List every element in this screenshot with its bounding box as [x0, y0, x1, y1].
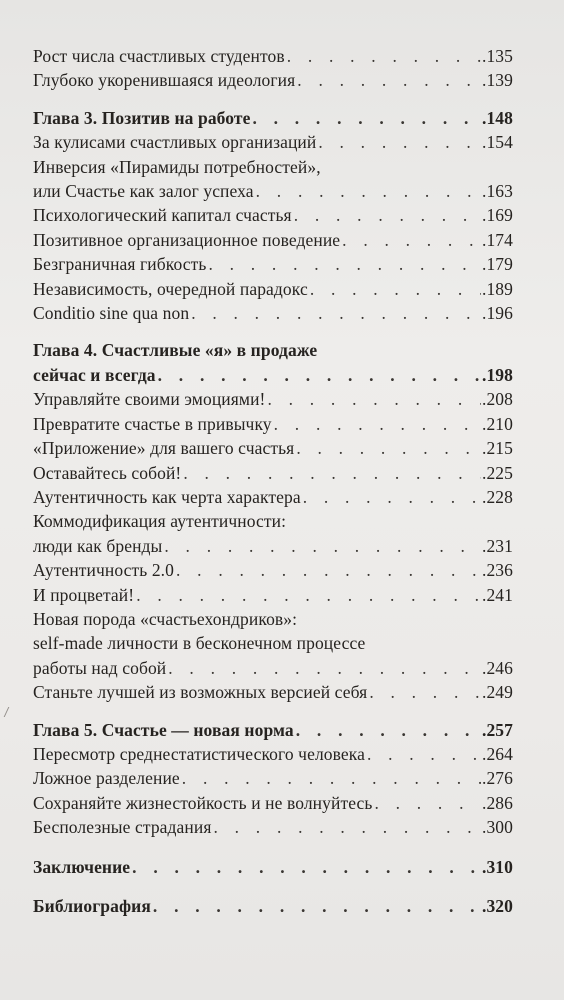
leader-dots [176, 558, 481, 582]
toc-chapter-entry [33, 338, 513, 387]
toc-entry [33, 44, 513, 68]
leader-dots [208, 252, 481, 276]
toc-page-number: .139 [481, 70, 513, 91]
toc-entry [33, 485, 513, 509]
toc-entry [33, 412, 513, 436]
toc-page-number: .310 [481, 856, 513, 877]
leader-dots [168, 656, 481, 680]
toc-entry [33, 203, 513, 227]
toc-entry-title: «Приложение» для вашего счастья [33, 438, 295, 459]
toc-chapter-entry [33, 106, 513, 130]
toc-entry [33, 791, 513, 815]
toc-entry-title: Бесполезные страдания [33, 817, 212, 838]
leader-dots [214, 815, 481, 839]
toc-page-number: .264 [481, 743, 513, 764]
toc-entry-title: работы над собой [33, 657, 167, 678]
leader-dots [191, 301, 481, 325]
toc-page-number: .169 [481, 205, 513, 226]
toc-page-number: .215 [481, 438, 513, 459]
leader-dots [310, 277, 481, 301]
toc-chapter-title: сейчас и всегда [33, 364, 156, 385]
margin-pencil-mark [4, 707, 15, 717]
toc-entry [33, 277, 513, 301]
leader-dots [132, 855, 481, 879]
leader-dots [342, 228, 481, 252]
toc-chapter-entry [33, 718, 513, 742]
toc-entry [33, 558, 513, 582]
toc-entry [33, 130, 513, 154]
toc-entry-title: Рост числа счастливых студентов [33, 46, 285, 66]
toc-entry-title: Независимость, очередной парадокс [33, 278, 308, 299]
toc-page-number: .135 [481, 46, 513, 66]
leader-dots [182, 766, 481, 790]
toc-entry-title: И процветай! [33, 584, 135, 605]
toc-entry [33, 68, 513, 92]
leader-dots [294, 203, 481, 227]
toc-page-number: .257 [481, 719, 513, 740]
toc-page-number: .236 [481, 560, 513, 581]
toc-entry [33, 387, 513, 411]
table-of-contents [33, 44, 513, 918]
toc-entry-title-line2: self-made личности в бесконечном процессе [33, 633, 366, 654]
toc-page-number: .163 [481, 181, 513, 202]
toc-page-number: .198 [481, 364, 513, 385]
toc-page-number: .249 [481, 682, 513, 703]
toc-entry [33, 461, 513, 485]
leader-dots [267, 387, 480, 411]
toc-entry-title: Позитивное организационное поведение [33, 229, 341, 250]
toc-page-number: .276 [481, 768, 513, 789]
toc-entry [33, 228, 513, 252]
toc-page-number: .241 [481, 584, 513, 605]
toc-entry-title: Станьте лучшей из возможных версией себя [33, 682, 368, 703]
toc-entry-title: Аутентичность как черта характера [33, 486, 301, 507]
toc-entry-title: За кулисами счастливых организаций [33, 132, 317, 153]
toc-chapter-entry [33, 855, 513, 879]
toc-page-number: .210 [481, 413, 513, 434]
toc-entry-title: люди как бренды [33, 535, 163, 556]
leader-dots [369, 680, 481, 704]
toc-chapter-title: Заключение [33, 856, 131, 877]
toc-page-number: .189 [481, 278, 513, 299]
toc-entry [33, 583, 513, 607]
toc-page-number: .196 [481, 303, 513, 324]
toc-chapter-entry [33, 894, 513, 918]
leader-dots [367, 742, 481, 766]
toc-entry [33, 509, 513, 558]
toc-entry-title: Conditio sine qua non [33, 303, 190, 324]
leader-dots [136, 583, 481, 607]
leader-dots [153, 894, 481, 918]
toc-entry [33, 301, 513, 325]
toc-entry-title: Психологический капитал счастья [33, 205, 292, 226]
toc-entry-title: Безграничная гибкость [33, 254, 207, 275]
toc-entry-title-line1: Новая порода «счастьехондриков»: [33, 608, 298, 629]
toc-entry-title: Превратите счастье в привычку [33, 413, 272, 434]
toc-entry [33, 742, 513, 766]
leader-dots [287, 44, 481, 68]
toc-page-number: .246 [481, 657, 513, 678]
toc-entry-title: Сохраняйте жизнестойкость и не волнуйтесь [33, 792, 373, 813]
leader-dots [296, 436, 481, 460]
toc-page-number: .228 [481, 486, 513, 507]
toc-entry [33, 815, 513, 839]
toc-entry [33, 766, 513, 790]
leader-dots [297, 68, 481, 92]
leader-dots [374, 791, 481, 815]
toc-chapter-title: Библиография [33, 896, 151, 916]
toc-entry-title: или Счастье как залог успеха [33, 181, 254, 202]
toc-entry-title: Оставайтесь собой! [33, 462, 182, 483]
toc-page-number: .154 [481, 132, 513, 153]
toc-page-number: .231 [481, 535, 513, 556]
leader-dots [252, 106, 480, 130]
toc-page-number: .286 [481, 792, 513, 813]
toc-page-number: .174 [481, 229, 513, 250]
toc-entry [33, 436, 513, 460]
toc-entry-title-line1: Инверсия «Пирамиды потребностей», [33, 156, 321, 177]
toc-page-number: .225 [481, 462, 513, 483]
toc-entry [33, 252, 513, 276]
toc-entry-title: Глубоко укоренившаяся идеология [33, 70, 296, 91]
toc-page-number: .300 [481, 817, 513, 838]
toc-chapter-title: Глава 3. Позитив на работе [33, 107, 251, 128]
toc-entry [33, 155, 513, 204]
toc-page-number: .179 [481, 254, 513, 275]
toc-entry [33, 680, 513, 704]
toc-page-number: .148 [481, 107, 513, 128]
toc-page-number: .208 [481, 389, 513, 410]
toc-entry-title: Пересмотр среднестатистического человека [33, 743, 365, 764]
toc-entry-title: Управляйте своими эмоциями! [33, 389, 266, 410]
leader-dots [183, 461, 481, 485]
toc-chapter-title-line1: Глава 4. Счастливые «я» в продаже [33, 340, 318, 361]
toc-chapter-title: Глава 5. Счастье — новая норма [33, 719, 294, 740]
toc-page-number: .320 [481, 896, 513, 916]
leader-dots [318, 130, 481, 154]
leader-dots [296, 718, 481, 742]
toc-entry-title: Аутентичность 2.0 [33, 560, 175, 581]
toc-entry-title-line1: Коммодификация аутентичности: [33, 511, 287, 532]
leader-dots [256, 179, 481, 203]
toc-entry [33, 607, 513, 680]
leader-dots [303, 485, 481, 509]
leader-dots [158, 363, 481, 387]
toc-entry-title: Ложное разделение [33, 768, 180, 789]
leader-dots [164, 534, 481, 558]
leader-dots [274, 412, 481, 436]
